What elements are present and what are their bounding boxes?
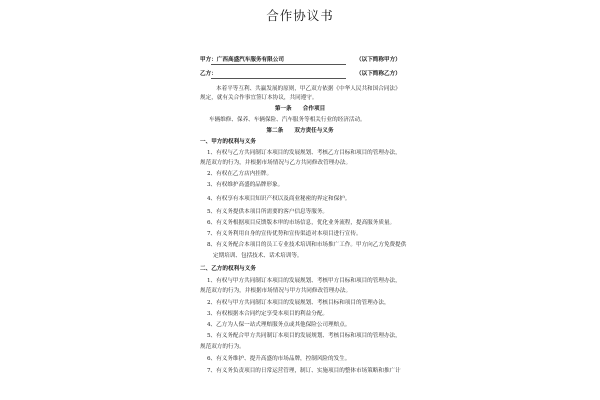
document-title: 合作协议书 (266, 8, 334, 23)
preamble-line-1: 本着平等互利、共赢发展的原则，甲乙双方依据《中华人民共和国合同法》 (216, 86, 401, 92)
party-b-alias: （以下简称乙方） (356, 71, 401, 77)
a-item-8-cont: 定期培训、包括技术、话术培训等。 (213, 253, 303, 259)
b-item-1-cont: 规范双方的行为，并根据市场情况与甲方共同修改管理办法。 (200, 288, 352, 294)
a-item-2: 2、有权在乙方店内挂牌。 (207, 171, 273, 177)
b-item-5-cont: 规范双方的行为。 (200, 344, 245, 350)
a-item-8: 8、有义务配合本项目的员工专业技术培训和市场推广工作。甲方向乙方免费提供 (207, 242, 407, 248)
a-item-3: 3、有权维护高盛的品牌形象。 (207, 182, 284, 188)
party-b-label: 乙方： (200, 71, 217, 77)
party-a-alias: （以下简称甲方） (356, 57, 401, 63)
b-item-5: 5、有义务配合甲方共同制订本项目的发展规划、考核目标和项目的管理办法， (207, 333, 401, 339)
party-a-name: 广西高盛汽车服务有限公司 (216, 57, 284, 63)
a-item-5: 5、有义务提供本项目所需要的客户信息等服务。 (207, 209, 329, 215)
party-b-underline (211, 78, 346, 79)
article2-heading: 第二条 双方责任与义务 (266, 128, 334, 134)
b-item-6: 6、有义务维护、提升高盛的市场品牌，控制风险的发生。 (207, 356, 351, 362)
party-a-row (200, 57, 284, 64)
b-item-4: 4、乙方为人保一站式理赔服务点或其他保险公司理赔点。 (207, 322, 351, 328)
a-item-7: 7、有义务利用自身的宣传优势和宣传渠道对本项目进行宣传。 (207, 231, 362, 237)
article1-body: 车辆维修、保养、车辆保险、汽车服务等相关行业的经济活动。 (209, 117, 366, 123)
party-a-label: 甲方： (200, 57, 217, 63)
b-item-3: 3、有权根据本合同约定享受本项目的利益分配。 (207, 311, 329, 317)
b-item-7: 7、有义务负责项目的日常运营管理，制订、实施项目的整体市场策略和推广计 (207, 368, 401, 374)
a-item-1-cont: 规范双方的行为，并根据市场情况与乙方共同修改管理办法。 (200, 160, 352, 166)
a-item-4: 4、有权享有本项目知识产权以及商业秘密的界定和保护。 (207, 196, 351, 202)
a-item-1: 1、有权与乙方共同制订本项目的发展规划、考核乙方目标和项目的管理办法， (207, 150, 401, 156)
party-a-duties-heading: 一、甲方的权利与义务 (200, 139, 256, 145)
article1-heading: 第一条 合作项目 (274, 106, 326, 112)
preamble-line-2: 规定，就有关合作事宜签订本协议，共同遵守。 (200, 95, 318, 101)
party-a-underline (211, 64, 346, 65)
a-item-6: 6、有义务根据项目反馈版本审的市场信息，优化业务流程，提高服务质量。 (207, 220, 396, 226)
party-b-duties-heading: 二、乙方的权利与义务 (200, 266, 256, 272)
b-item-1: 1、有权与甲方共同制订本项目的发展规划、考核甲方目标和项目的管理办法， (207, 278, 401, 284)
b-item-2: 2、有权与甲方共同制订本项目的发展规划、考核目标和项目的管理办法， (207, 300, 390, 306)
